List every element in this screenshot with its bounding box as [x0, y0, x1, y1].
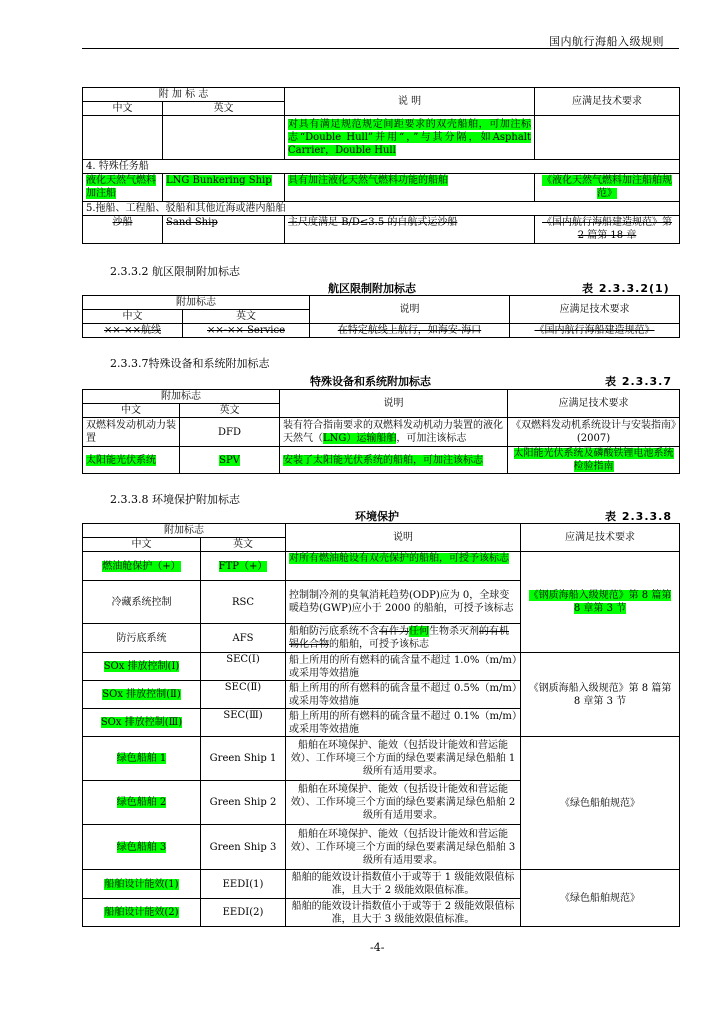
cell-cn: 太阳能光伏系统	[83, 447, 180, 474]
header-description: 说明	[310, 296, 510, 324]
cell-desc: 对具有满足规范规定间距要求的双壳船舶，可加注标志“Double Hull”并用“，”与其分隔，如Asphalt Carrier，Double Hull	[285, 116, 535, 160]
header-rule	[82, 48, 679, 49]
running-header: 国内航行海船入级规则	[549, 35, 664, 48]
cell-en: Sand Ship	[163, 216, 285, 244]
cell-cn: SOx 排放控制(Ⅰ)	[83, 653, 201, 681]
cell-req: 《绿色船舶规范》	[521, 737, 680, 870]
cell-desc: 船舶防污底系统不含有作为任何生物杀灭剂的有机锡化合物的船舶，可授予该标志	[286, 624, 521, 653]
header-english: 英文	[183, 310, 310, 324]
cell-cn: 冷藏系统控制	[83, 581, 201, 624]
header-chinese: 中文	[83, 404, 180, 418]
cell-cn: 绿色船舶 1	[83, 737, 201, 781]
table-special-equipment	[82, 389, 680, 474]
table-number: 表 2.3.3.7	[605, 375, 672, 388]
cell-en: SEC(Ⅰ)	[201, 653, 286, 681]
cell-cn: 防污底系统	[83, 624, 201, 653]
cell-desc: 在特定航线上航行，如海安-海口	[310, 324, 510, 338]
cell-req: 《国内航行海船建造规范》	[510, 324, 680, 338]
cell-cn: 船舶设计能效(1)	[83, 870, 201, 899]
cell-en: SEC(Ⅱ)	[201, 681, 286, 709]
cell-desc: 船舶在环境保护、能效（包括设计能效和营运能效）、工作环境三个方面的绿色要素满足绿色船舶 3级所有适用要求。	[286, 825, 521, 870]
cell-en: ××-×× Service	[183, 324, 310, 338]
header-english: 英文	[201, 538, 286, 552]
table-number: 表 2.3.3.2(1)	[582, 282, 670, 295]
header-description: 说明	[280, 390, 508, 418]
cell-cn: 沙船	[83, 216, 163, 244]
header-additional-notation: 附加标志	[83, 524, 286, 538]
table-caption: 特殊设备和系统附加标志	[310, 375, 431, 388]
cell-desc: 船上所用的所有燃料的硫含量不超过 1.0%（m/m）或采用等效措施	[286, 653, 521, 681]
cell-req: 《液化天然气燃料加注船舶规范》	[535, 174, 680, 202]
header-requirements: 应满足技术要求	[535, 88, 680, 116]
page-number: -4-	[370, 941, 385, 954]
cell-en: LNG Bunkering Ship	[163, 174, 285, 202]
cell-cn: 双燃料发动机动力装置	[83, 418, 180, 447]
category-row: 4. 特殊任务船	[83, 160, 680, 174]
cell-en: SPV	[180, 447, 280, 474]
cell-en: Green Ship 2	[201, 781, 286, 825]
cell-desc: 船上所用的所有燃料的硫含量不超过 0.5%（m/m）或采用等效措施	[286, 681, 521, 709]
header-english: 英文	[180, 404, 280, 418]
cell-cn: 绿色船舶 3	[83, 825, 201, 870]
cell-req: 《钢质海船入级规范》第 8 篇第 8 章第 3 节	[521, 552, 680, 653]
cell-cn: 绿色船舶 2	[83, 781, 201, 825]
cell-req: 《国内航行海船建造规范》第 2 篇第 18 章	[535, 216, 680, 244]
cell-req: 《双燃料发动机系统设计与安装指南》(2007)	[508, 418, 680, 447]
cell-en: EEDI(1)	[201, 870, 286, 899]
category-row: 5.拖船、工程船、驳船和其他近海或港内船舶	[83, 202, 680, 216]
cell-desc: 船舶在环境保护、能效（包括设计能效和营运能效）、工作环境三个方面的绿色要素满足绿色船舶 1级所有适用要求。	[286, 737, 521, 781]
cell-en: RSC	[201, 581, 286, 624]
header-chinese: 中文	[83, 102, 163, 116]
cell-desc: 安装了太阳能光伏系统的船舶，可加注该标志	[280, 447, 508, 474]
header-description: 说 明	[285, 88, 535, 116]
cell-desc: 船上所用的所有燃料的硫含量不超过 0.1%（m/m）或采用等效措施	[286, 709, 521, 737]
cell-req: 《钢质海船入级规范》第 8 篇第 8 章第 3 节	[521, 653, 680, 737]
cell-desc: 船舶的能效设计指数值小于或等于 1 级能效限值标准，且大于 2 级能效限值标准。	[286, 870, 521, 899]
cell-desc: 船舶的能效设计指数值小于或等于 2 级能效限值标准，且大于 3 级能效限值标准。	[286, 899, 521, 927]
cell-desc: 装有符合指南要求的双燃料发动机动力装置的液化天然气（LNG）运输船舶，可加注该标志	[280, 418, 508, 447]
cell-desc: 具有加注液化天然气燃料功能的船舶	[285, 174, 535, 202]
header-english: 英文	[163, 102, 285, 116]
cell-desc: 船舶在环境保护、能效（包括设计能效和营运能效）、工作环境三个方面的绿色要素满足绿色船舶 2级所有适用要求。	[286, 781, 521, 825]
table-number: 表 2.3.3.8	[605, 510, 672, 523]
cell-cn: 液化天然气燃料加注船	[83, 174, 163, 202]
section-title: 2.3.3.7特殊设备和系统附加标志	[110, 357, 270, 370]
cell-en: EEDI(2)	[201, 899, 286, 927]
table-navigation-area	[82, 295, 680, 338]
table-caption: 环境保护	[355, 510, 399, 523]
header-requirements: 应满足技术要求	[510, 296, 680, 324]
cell-en: SEC(Ⅲ)	[201, 709, 286, 737]
cell-en: FTP（+）	[201, 552, 286, 581]
header-requirements: 应满足技术要求	[508, 390, 680, 418]
cell-req: 《绿色船舶规范》	[521, 870, 680, 927]
table-environmental-protection	[82, 523, 680, 927]
cell-cn: 燃油舱保护（+）	[83, 552, 201, 581]
section-title: 2.3.3.2 航区限制附加标志	[110, 265, 240, 278]
cell-cn: SOx 排放控制(Ⅲ)	[83, 709, 201, 737]
cell-en: Green Ship 3	[201, 825, 286, 870]
cell-desc: 对所有燃油舱设有双壳保护的船舶，可授予该标志	[286, 552, 521, 581]
table-vessel-types	[82, 87, 680, 244]
cell-desc: 控制制冷剂的臭氧消耗趋势(ODP)应为 0，全球变暖趋势(GWP)应小于 2000 的船舶，可授予该标志	[286, 581, 521, 624]
header-description: 说明	[286, 524, 521, 552]
cell-desc: 主尺度满足 B/D≤3.5 的自航式运沙船	[285, 216, 535, 244]
cell-cn: ××-××航线	[83, 324, 183, 338]
section-title: 2.3.3.8 环境保护附加标志	[110, 493, 240, 506]
cell-en: DFD	[180, 418, 280, 447]
header-chinese: 中文	[83, 310, 183, 324]
cell-cn: SOx 排放控制(Ⅱ)	[83, 681, 201, 709]
cell-en: AFS	[201, 624, 286, 653]
header-requirements: 应满足技术要求	[521, 524, 680, 552]
cell-en: Green Ship 1	[201, 737, 286, 781]
header-additional-notation: 附 加 标 志	[83, 88, 285, 102]
table-caption: 航区限制附加标志	[328, 282, 416, 295]
cell-cn: 船舶设计能效(2)	[83, 899, 201, 927]
header-chinese: 中文	[83, 538, 201, 552]
cell-req: 太阳能光伏系统及磷酸铁锂电池系统检验指南	[508, 447, 680, 474]
header-additional-notation: 附加标志	[83, 390, 280, 404]
header-additional-notation: 附加标志	[83, 296, 310, 310]
